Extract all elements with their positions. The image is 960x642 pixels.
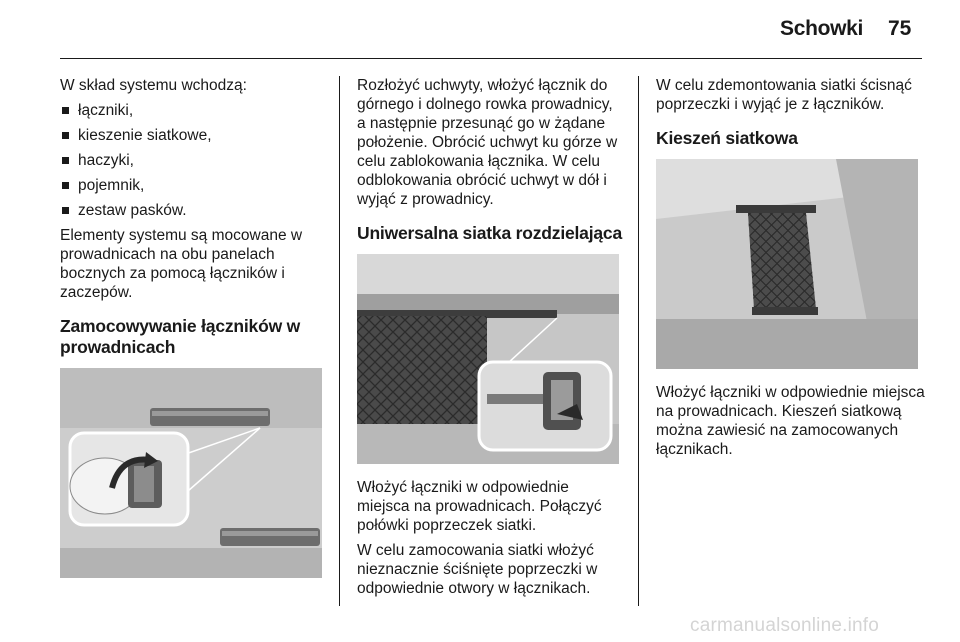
net-pocket-illustration	[656, 159, 918, 369]
list-item: haczyki,	[60, 151, 318, 170]
page-number: 75	[888, 17, 912, 40]
list-item: zestaw pasków.	[60, 201, 318, 220]
header-divider	[60, 58, 922, 59]
body-text: W celu zamocowania siatki włożyć nieznacznie ściśnięte poprzeczki w odpowiednie otwory w łącznikach.	[357, 542, 598, 597]
bullet-square-icon	[62, 182, 69, 189]
list-item: kieszenie siatkowe,	[60, 126, 318, 145]
bullet-square-icon	[62, 107, 69, 114]
list-item: pojemnik,	[60, 176, 318, 195]
bullet-square-icon	[62, 207, 69, 214]
body-text: Włożyć łączniki w odpowiednie miejsca na prowadnicach. Kieszeń siatkową można zawiesić na zamocowanych łącznikach.	[656, 384, 925, 458]
components-list	[60, 101, 318, 220]
partition-net-illustration	[357, 254, 619, 464]
page-title: Schowki	[780, 17, 864, 40]
column-2	[357, 76, 623, 604]
bullet-square-icon	[62, 157, 69, 164]
column-1	[60, 76, 318, 592]
body-text: Włożyć łączniki w odpowiednie miejsca na prowadnicach. Połączyć połówki poprzeczek siatki.	[357, 479, 602, 534]
section-heading: Zamocowywanie łączników w prowadnicach	[60, 316, 301, 357]
watermark: carmanualsonline.info	[690, 615, 880, 636]
body-text: W celu zdemontowania siatki ścisnąć poprzeczki i wyjąć je z łączników.	[656, 77, 912, 113]
list-item: łączniki,	[60, 101, 318, 120]
body-text: Elementy systemu są mocowane w prowadnicach na obu panelach bocznych za pomocą łączników i zaczepów.	[60, 227, 303, 301]
column-divider	[339, 76, 340, 606]
column-divider	[638, 76, 639, 606]
body-text: Rozłożyć uchwyty, włożyć łącznik do górnego i dolnego rowka prowadnicy, a następnie przesunąć go w żądane położenie. Obrócić uchwyt ku górze w celu zablokowania łącznika. W celu odblokowania obrócić uchwyt w dół i wyjąć z prowadnicy.	[357, 77, 618, 208]
bullet-square-icon	[62, 132, 69, 139]
section-heading: Uniwersalna siatka rozdzielająca	[357, 223, 622, 243]
section-heading: Kieszeń siatkowa	[656, 128, 798, 148]
rail-connector-illustration	[60, 368, 322, 578]
intro-text: W skład systemu wchodzą:	[60, 77, 247, 94]
column-3	[656, 76, 926, 465]
